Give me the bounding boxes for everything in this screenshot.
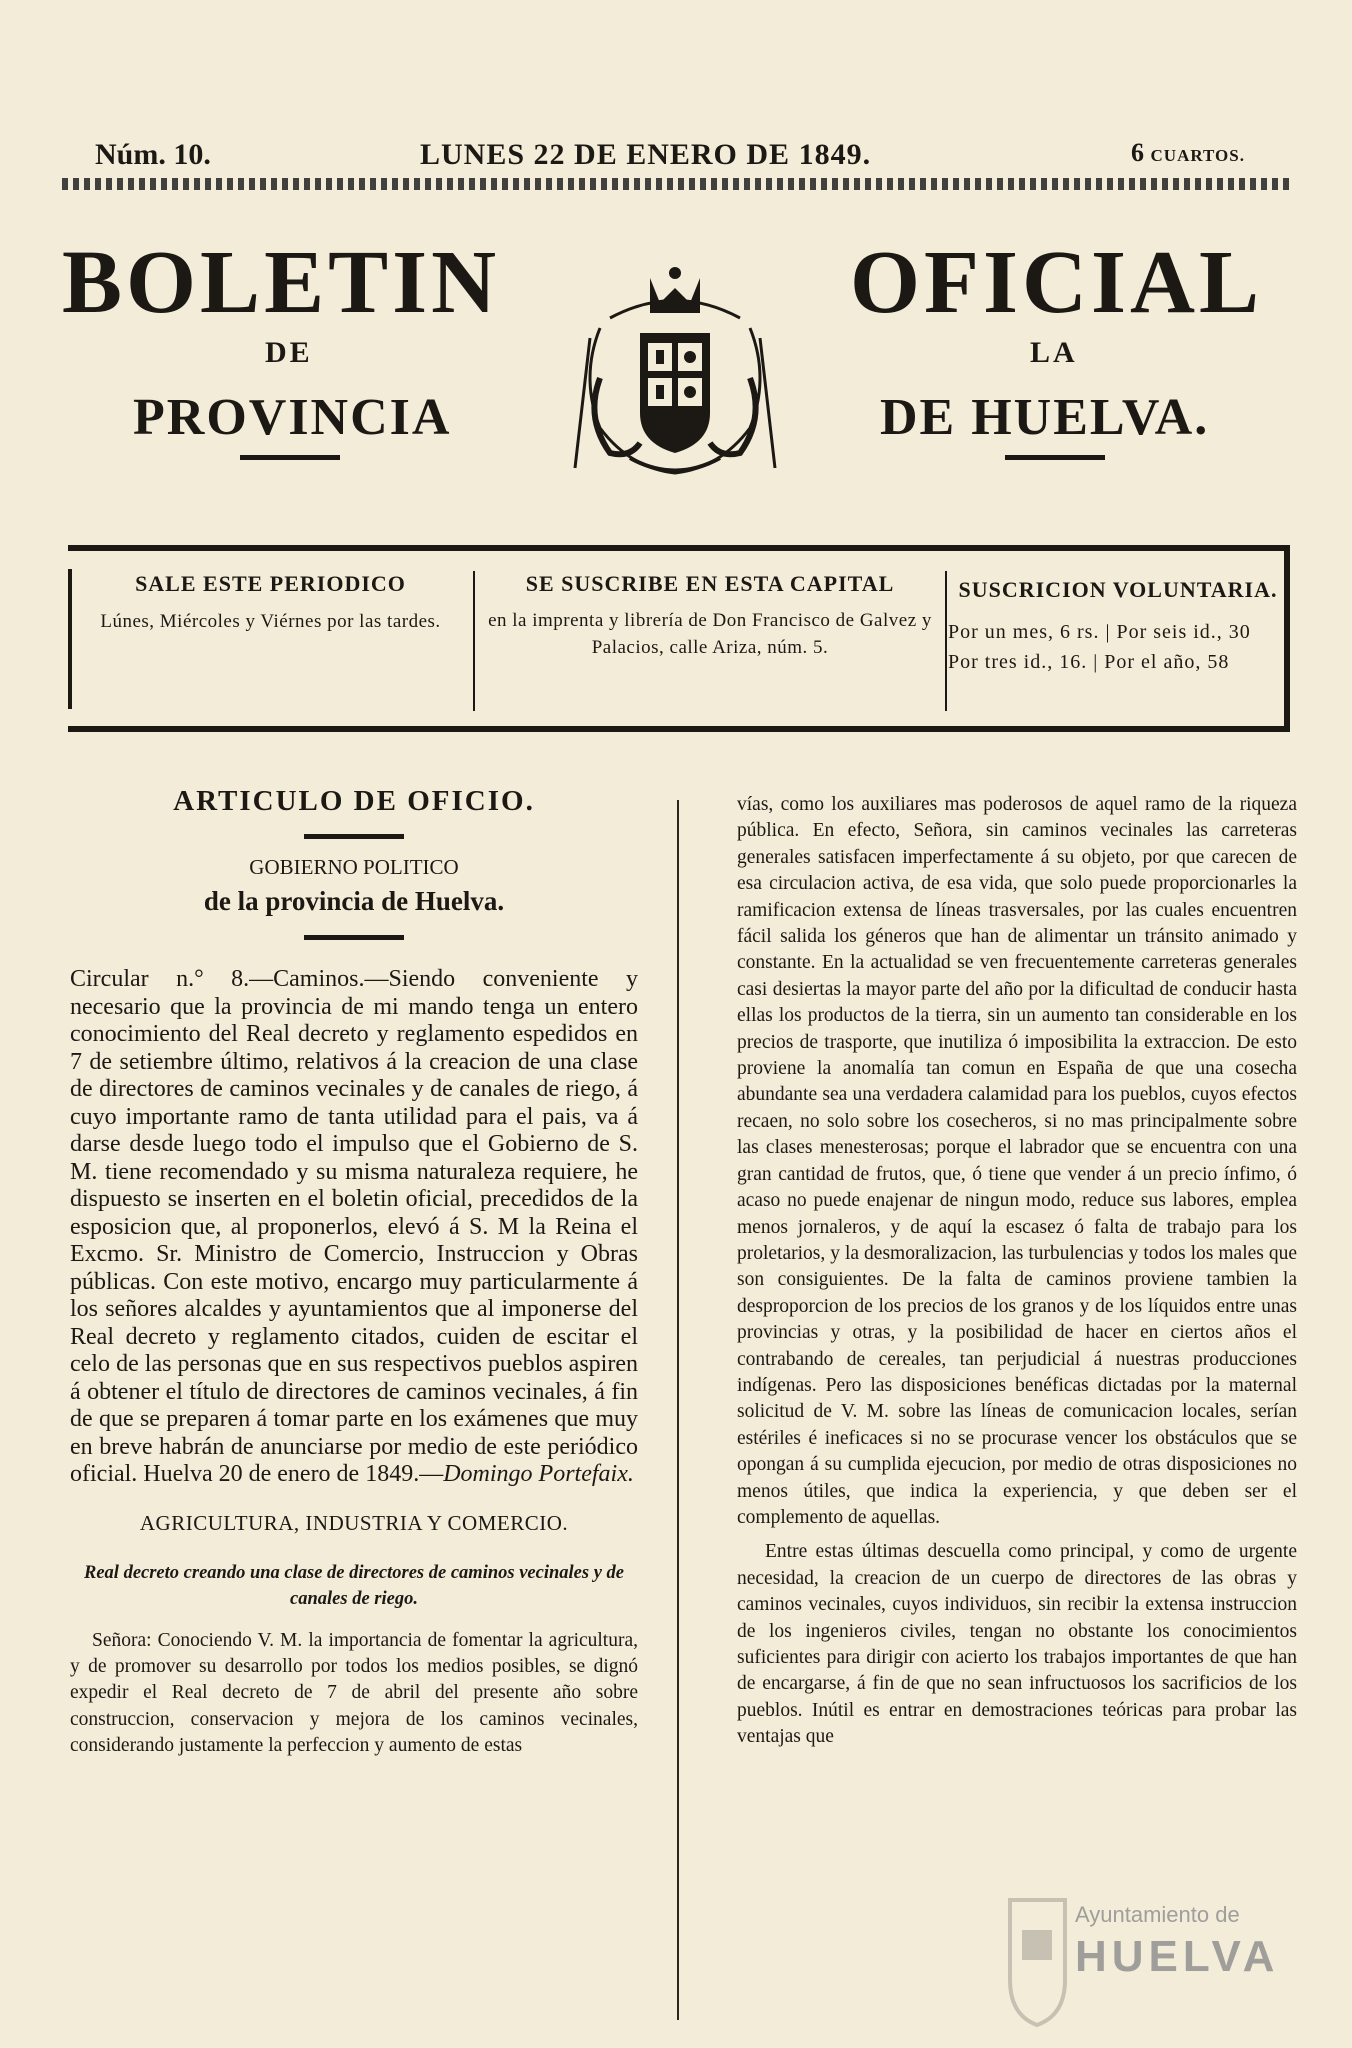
subscription-rates-heading: SUSCRICION VOLUNTARIA. <box>958 577 1278 602</box>
circular-body: Circular n.° 8.—Caminos.—Siendo conveniente y necesario que la provincia de mi mando tenga un entero conocimiento del Real decreto y reglamento espedidos en 7 de setiembre último, relativos á la creacion de una clase de directores de caminos vecinales y de canales de riego, á cuyo importante ramo de tanta utilidad para el pais, va á darse desde luego todo el impulso que el Gobierno de S. M. tiene recomendado y su misma naturaleza requiere, he dispuesto se inserten en el boletin oficial, precedidos de la esposicion que, al proponerlos, elevó á S. M la Reina el Excmo. Sr. Ministro de Comercio, Instruccion y Obras públicas. Con este motivo, encargo muy particularmente á los señores alcaldes y ayuntamientos que al imponerse del Real decreto y reglamento citados, cuiden de escitar el celo de las personas que en sus respectivos pueblos aspiren á obtener el título de directores de caminos vecinales, á fin de que se preparen á tomar parte en los exámenes que muy en breve habrán de anunciarse por medio de este periódico oficial. Huelva 20 de enero de 1849.— <box>70 966 638 1487</box>
section-heading: AGRICULTURA, INDUSTRIA Y COMERCIO. <box>139 1510 569 1535</box>
column-divider <box>677 800 679 2020</box>
issue-number: Núm. 10. <box>95 138 211 171</box>
masthead-underbar-right <box>1005 455 1105 460</box>
rate-row: Por tres id., 16. | Por el año, 58 <box>948 651 1230 673</box>
issue-line <box>95 138 1260 178</box>
decree-body-start: Señora: Conociendo V. M. la importancia de fomentar la agricultura, y de promover su desarrollo por todos los medios posibles, se dignó expedir el Real decreto de 7 de abril del presente año sobre construccion, conservacion y mejora de los caminos vecinales, considerando justamente la perfeccion y aumento de estas <box>70 1629 638 1757</box>
circular-signature: Domingo Portefaix. <box>443 1461 634 1487</box>
publication-days-column <box>88 571 453 711</box>
subscription-rates-column <box>948 571 1288 711</box>
masthead-underbar-left <box>240 455 340 460</box>
masthead-la: LA <box>1030 336 1078 369</box>
masthead-provincia: PROVINCIA <box>133 389 452 446</box>
masthead-de: DE <box>265 336 313 369</box>
subscribe-location-text: en la imprenta y librería de Don Francisco de Galvez y Palacios, calle Ariza, núm. 5. <box>488 610 932 658</box>
dotted-rule <box>62 178 1294 190</box>
royal-coat-of-arms-icon <box>570 258 780 488</box>
subscribe-location-heading: SE SUSCRIBE EN ESTA CAPITAL <box>525 571 895 596</box>
issue-date: LUNES 22 DE ENERO DE 1849. <box>420 138 872 171</box>
left-column <box>70 785 638 1760</box>
price-unit: CUARTOS. <box>1150 146 1245 165</box>
watermark-line2: HUELVA <box>1075 1932 1280 1981</box>
gobierno-politico-heading: GOBIERNO POLITICO <box>249 855 459 879</box>
provincia-heading: de la provincia de Huelva. <box>203 886 505 916</box>
watermark-line1: Ayuntamiento de <box>1075 1902 1240 1927</box>
masthead-word-oficial: OFICIAL <box>850 233 1264 332</box>
masthead-word-boletin: BOLETIN <box>62 233 501 332</box>
subscription-info-box <box>68 545 1290 732</box>
right-column <box>737 792 1297 1751</box>
issue-price <box>1131 138 1245 168</box>
article-title: ARTICULO DE OFICIO. <box>173 785 535 817</box>
subscribe-location-column <box>473 571 947 711</box>
short-rule <box>304 935 404 940</box>
circular-text <box>70 966 638 1489</box>
rate-row: Por un mes, 6 rs. | Por seis id., 30 <box>948 621 1251 643</box>
short-rule <box>304 834 404 839</box>
decree-paragraph: Entre estas últimas descuella como principal, y como de urgente necesidad, la creacion de un cuerpo de directores de las obras y caminos vecinales, cuyos individuos, sin recibir la extensa instruccion de los ingenieros civiles, tengan no obstante los conocimientos suficientes para dirigir con acierto los trabajos importantes de que han de encargarse, á fin de que no sean infructuosos los sacrificios de los pueblos. Inútil es entrar en demostraciones teóricas para probar las ventajas que <box>737 1541 1297 1748</box>
decree-paragraph: vías, como los auxiliares mas poderosos de aquel ramo de la riqueza pública. En efecto, Señora, sin caminos vecinales las carreteras generales satisfacen imperfectamente á su objeto, por que carecen de esa circulacion activa, de esa vida, que solo puede proporcionarles la ramificacion extensa de líneas trasversales, por las cuales encuentren fácil salida los géneros que han de alimentar un tránsito animado y constante. En la actualidad se ven frecuentemente carreteras generales casi desiertas la mayor parte del año por la dificultad de conducir hasta ellas los productos de la tierra, sin un aumento tan considerable en los precios de trasporte, que inutiliza ó imposibilita la extraccion. De esto proviene la anomalía tan comun en España de que una cosecha abundante sea una verdadera calamidad para los pueblos, cuyos efectos recaen, no solo sobre los cosecheros, si no mas principalmente sobre las clases menesterosas; porque el labrador que se encuentra con una gran cantidad de frutos, que, ó tiene que vender á un precio ínfimo, ó acaso no puede enajenar de ningun modo, reduce sus labores, emplea menos jornaleros, y de aquí la escasez ó falta de trabajo para los proletarios, y la desmoralizacion, las turbulencias y todos los males que son consiguientes. De la falta de caminos proviene tambien la desproporcion de los precios de los granos y de los líquidos entre unas provincias y otras, y la posibilidad de hacer en ciertos años el contrabando de cereales, tan perjudicial á nuestras producciones indígenas. Pero las disposiciones benéficas dictadas por la maternal solicitud de V. M. sobre las líneas de comunicacion locales, serían estériles é ineficaces si no se procurase vencer los obstáculos que se opongan á su cumplida ejecucion, por medio de otras disposiciones no menos útiles, que indica la experiencia, y que deben ser el complemento de aquellas. <box>737 794 1297 1528</box>
decree-title: Real decreto creando una clase de directores de caminos vecinales y de canales de riego. <box>84 1562 624 1609</box>
publication-days-heading: SALE ESTE PERIODICO <box>135 571 406 596</box>
price-number: 6 <box>1131 138 1145 167</box>
subscription-rates <box>948 617 1288 677</box>
publication-days-text: Lúnes, Miércoles y Viérnes por las tardes. <box>100 611 441 632</box>
box-edge-left <box>68 569 72 709</box>
masthead-de-huelva: DE HUELVA. <box>880 389 1210 446</box>
